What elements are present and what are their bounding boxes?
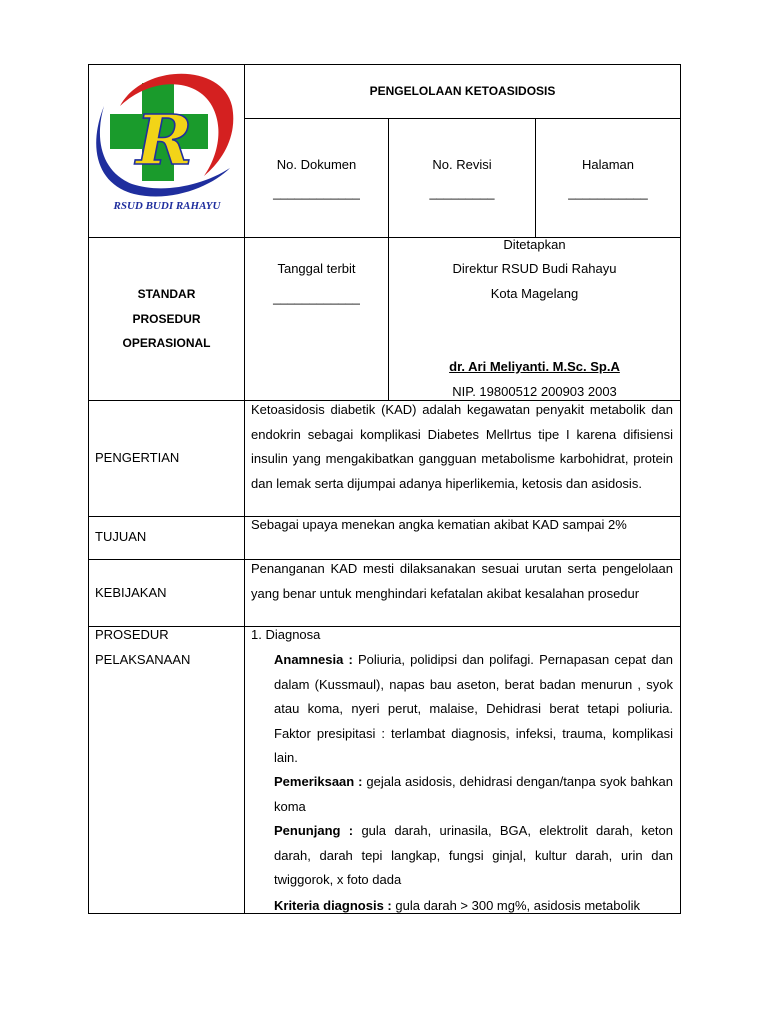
- logo-caption: RSUD BUDI RAHAYU: [113, 200, 221, 212]
- sop-label-line1: STANDAR: [137, 287, 196, 301]
- prosedur-label-line2: PELAKSANAAN: [95, 652, 191, 667]
- rev-no-value: _________: [429, 185, 495, 200]
- page-label: Halaman: [581, 157, 635, 172]
- pemeriksaan-paragraph: [274, 770, 673, 819]
- doc-no-label: No. Dokumen: [276, 157, 357, 172]
- kebijakan-label: KEBIJAKAN: [95, 585, 167, 600]
- sop-label-line2: PROSEDUR: [132, 312, 201, 326]
- kebijakan-text: Penanganan KAD mesti dilaksanakan sesuai urutan serta pengelolaan yang benar untuk menghindari kefatalan akibat kesalahan prosedur: [251, 561, 673, 601]
- anamnesa-paragraph: [274, 648, 673, 771]
- tujuan-text: Sebagai upaya menekan angka kematian akibat KAD sampai 2%: [251, 517, 627, 532]
- kriteria-paragraph: [274, 894, 676, 913]
- document-title: PENGELOLAAN KETOASIDOSIS: [369, 84, 556, 98]
- signer-nip: NIP. 19800512 200903 2003: [452, 384, 617, 399]
- row-divider-kebijakan: [88, 626, 681, 627]
- pengertian-label: PENGERTIAN: [95, 450, 180, 465]
- penunjang-text: gula darah, urinasila, BGA, elektrolit darah, keton darah, darah tepi langkap, fungsi ginjal, kultur darah, urin dan twiggorok, x foto dada: [274, 823, 673, 887]
- pengertian-text: Ketoasidosis diabetik (KAD) adalah kegawatan penyakit metabolik dan endokrin sebagai komplikasi Diabetes Mellrtus tipe I karena difisiensi insulin yang mengakibatkan gangguan metabolisme karbohidrat, protein dan lemak serta dijumpai adanya hiperlikemia, ketosis dan asidosis.: [251, 402, 673, 491]
- city-label: Kota Magelang: [490, 286, 579, 301]
- header-divider-2: [535, 118, 536, 237]
- border-right: [680, 64, 681, 914]
- signer-name: dr. Ari Meliyanti. M.Sc. Sp.A: [449, 359, 620, 374]
- hospital-logo: [92, 66, 242, 236]
- pemeriksaan-label: Pemeriksaan :: [274, 774, 367, 789]
- kriteria-text: gula darah > 300 mg%, asidosis metabolik: [395, 898, 640, 913]
- pemeriksaan-text: gejala asidosis, dehidrasi dengan/tanpa syok bahkan koma: [274, 774, 673, 814]
- established-label: Ditetapkan: [503, 237, 566, 252]
- penunjang-label: Penunjang :: [274, 823, 362, 838]
- page-value: ___________: [568, 185, 648, 200]
- date-value: ____________: [273, 290, 360, 305]
- step-1-diagnosa: 1. Diagnosa: [251, 627, 321, 642]
- kriteria-label: Kriteria diagnosis :: [274, 898, 396, 913]
- anamnesa-text: Poliuria, polidipsi dan polifagi. Pernapasan cepat dan dalam (Kussmaul), napas bau aseton, berat badan menurun , syok atau koma, nyeri perut, malaise, Dehidrasi berat tetapi poliuria. Faktor presipitasi : terlambat diagnosis, infeksi, trauma, komplikasi lain.: [274, 652, 673, 765]
- border-top: [88, 64, 681, 65]
- doc-no-value: ____________: [273, 185, 360, 200]
- svg-text:R: R: [136, 101, 193, 181]
- border-left: [88, 64, 89, 914]
- rev-no-label: No. Revisi: [432, 157, 492, 172]
- tujuan-label: TUJUAN: [95, 529, 147, 544]
- prosedur-label-line1: PROSEDUR: [95, 627, 169, 642]
- penunjang-paragraph: [274, 819, 673, 893]
- director-label: Direktur RSUD Budi Rahayu: [452, 261, 617, 276]
- date-label: Tanggal terbit: [277, 261, 356, 276]
- border-bottom: [88, 913, 681, 914]
- anamnesa-label: Anamnesia :: [274, 652, 359, 667]
- row-divider-title: [244, 118, 681, 119]
- sop-label-line3: OPERASIONAL: [122, 336, 211, 350]
